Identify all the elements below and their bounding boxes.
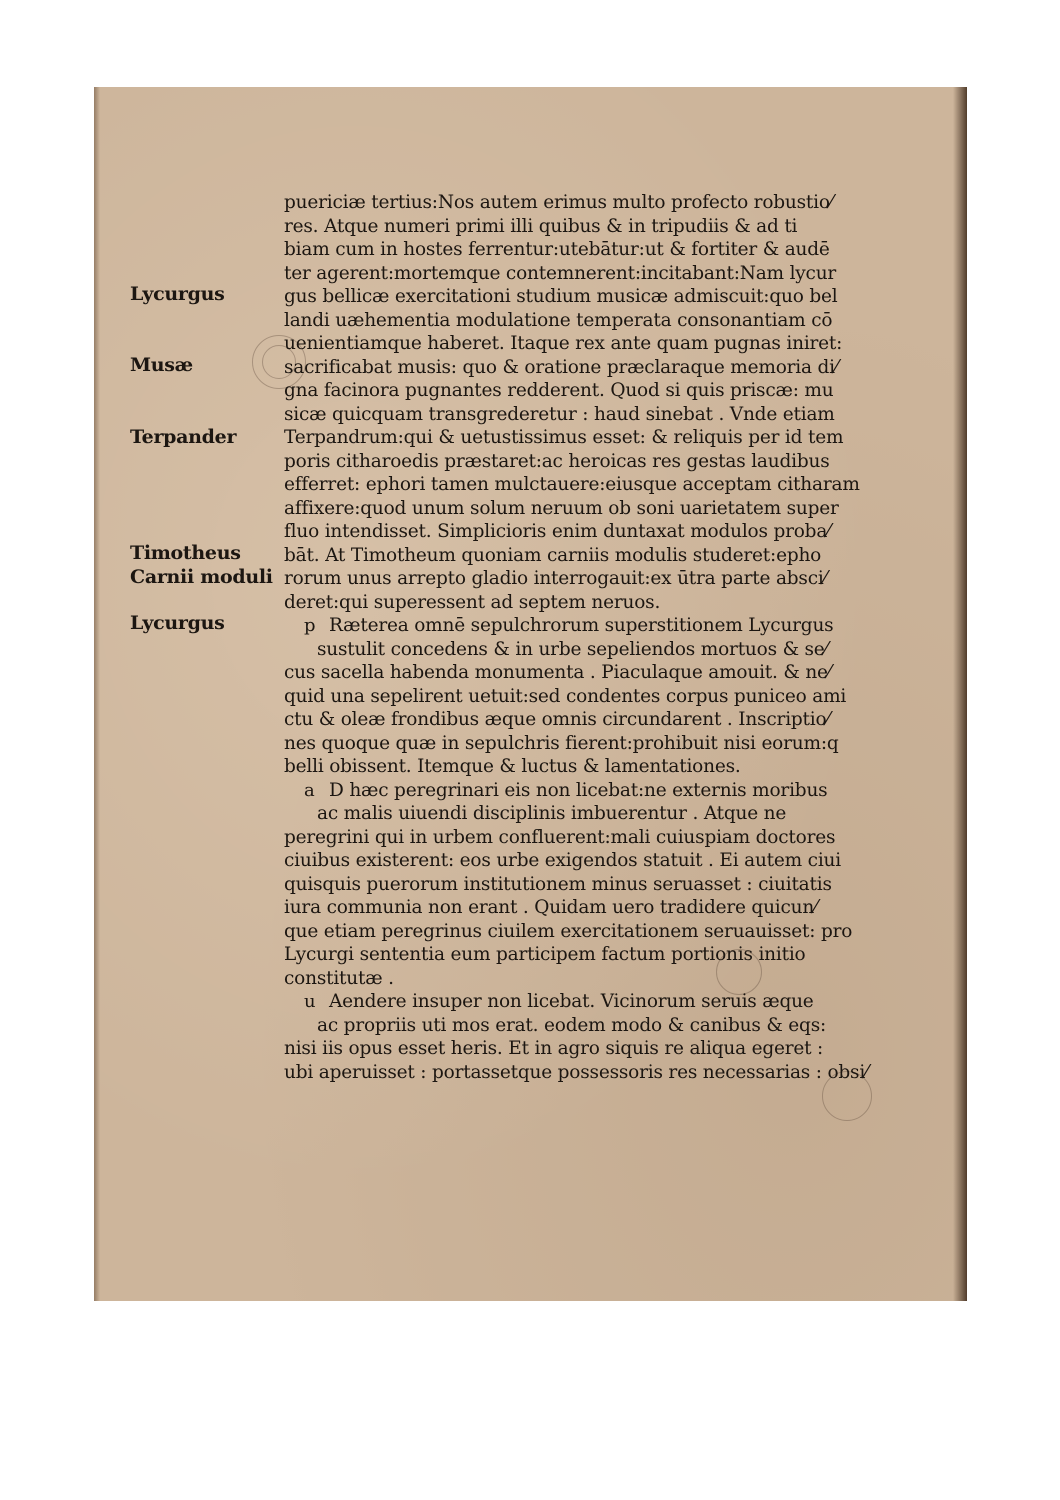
text-line: sicæ quicquam transgrederetur : haud sinebat . Vnde etiam: [284, 403, 835, 425]
text-line: deret:qui superessent ad septem neruos.: [284, 591, 661, 613]
page-left-edge: [94, 87, 100, 1301]
text-line: D hæc peregrinari eis non licebat:ne externis moribus: [329, 779, 828, 801]
margin-note: Timotheus: [130, 542, 241, 564]
text-line: uenientiamque haberet. Itaque rex ante quam pugnas iniret:: [284, 333, 843, 354]
text-line: poris citharoedis præstaret:ac heroicas res gestas laudibus: [284, 450, 830, 472]
text-line: ac malis uiuendi disciplinis imbuerentur . Atque ne: [317, 803, 787, 824]
paragraph-start-line: [284, 990, 894, 1014]
text-line: ctu & oleæ frondibus æque omnis circundarent . Inscriptio⁄: [284, 709, 830, 730]
margin-note: Lycurgus: [130, 612, 225, 634]
text-line: rorum unus arrepto gladio interrogauit:ex ūtra parte absci⁄: [284, 568, 827, 589]
text-line: Lycurgi sententia eum participem factum portionis initio: [284, 944, 806, 965]
text-line: sustulit concedens & in urbe sepeliendos mortuos & se⁄: [317, 638, 828, 660]
text-line: Terpandrum:qui & uetustissimus esset: & reliquis per id tem: [284, 427, 844, 448]
text-line: que etiam peregrinus ciuilem exercitationem seruauisset: pro: [284, 920, 853, 942]
text-line: nes quoque quæ in sepulchris fierent:prohibuit nisi eorum:q: [284, 732, 839, 754]
text-line: iura communia non erant . Quidam uero tradidere quicun⁄: [284, 897, 817, 918]
main-text-column: [284, 191, 894, 1084]
text-line: peregrini qui in urbem confluerent:mali cuiuspiam doctores: [284, 826, 836, 848]
margin-note: Lycurgus: [130, 283, 225, 305]
text-line: constitutæ .: [284, 967, 394, 989]
text-line: quid una sepelirent uetuit:sed condentes corpus puniceo ami: [284, 685, 847, 707]
text-line: belli obissent. Itemque & luctus & lamentationes.: [284, 756, 741, 777]
paragraph-start-line: [284, 614, 894, 638]
binding-gutter-shadow: [953, 87, 967, 1301]
text-line: ac propriis uti mos erat. eodem modo & canibus & eqs:: [317, 1014, 827, 1036]
text-line: fluo intendisset. Simplicioris enim duntaxat modulos proba⁄: [284, 521, 831, 542]
text-line: Ræterea omnē sepulchrorum superstitionem Lycurgus: [329, 615, 834, 636]
text-line: puericiæ tertius:Nos autem erimus multo profecto robustio⁄: [284, 192, 833, 213]
text-line: ciuibus existerent: eos urbe exigendos statuit . Ei autem ciui: [284, 850, 841, 871]
text-line: ter agerent:mortemque contemnerent:incitabant:Nam lycur: [284, 262, 837, 284]
text-line: ubi aperuisset : portassetque possessoris res necessarias : obsi⁄: [284, 1061, 868, 1083]
text-line: gna facinora pugnantes redderent. Quod si quis priscæ: mu: [284, 380, 834, 401]
guide-letter: u: [304, 991, 316, 1012]
text-line: cus sacella habenda monumenta . Piaculaque amouit. & ne⁄: [284, 662, 831, 683]
text-line: efferret: ephori tamen mulctauere:eiusque acceptam citharam: [284, 474, 860, 495]
text-line: sacrificabat musis: quo & oratione præclaraque memoria di⁄: [284, 356, 838, 378]
text-line: bāt. At Timotheum quoniam carniis modulis studeret:epho: [284, 544, 822, 566]
text-line: landi uæhementia modulatione temperata consonantiam cō: [284, 309, 833, 331]
margin-note: Terpander: [130, 426, 237, 448]
guide-letter: a: [304, 779, 315, 801]
text-line: quisquis puerorum institutionem minus seruasset : ciuitatis: [284, 873, 832, 895]
text-line: res. Atque numeri primi illi quibus & in tripudiis & ad ti: [284, 215, 798, 237]
text-line: Aendere insuper non licebat. Vicinorum seruis æque: [329, 991, 814, 1012]
margin-note: Carnii moduli: [130, 566, 273, 588]
text-line: gus bellicæ exercitationi studium musicæ admiscuit:quo bel: [284, 286, 838, 307]
text-line: biam cum in hostes ferrentur:utebātur:ut & fortiter & audē: [284, 239, 830, 260]
guide-letter: p: [304, 615, 316, 636]
margin-note: Musæ: [130, 354, 193, 376]
paragraph-start-line: [284, 779, 894, 803]
text-line: nisi iis opus esset heris. Et in agro siquis re aliqua egeret :: [284, 1038, 824, 1059]
text-line: affixere:quod unum solum neruum ob soni uarietatem super: [284, 497, 839, 519]
page-scan: [94, 87, 967, 1301]
